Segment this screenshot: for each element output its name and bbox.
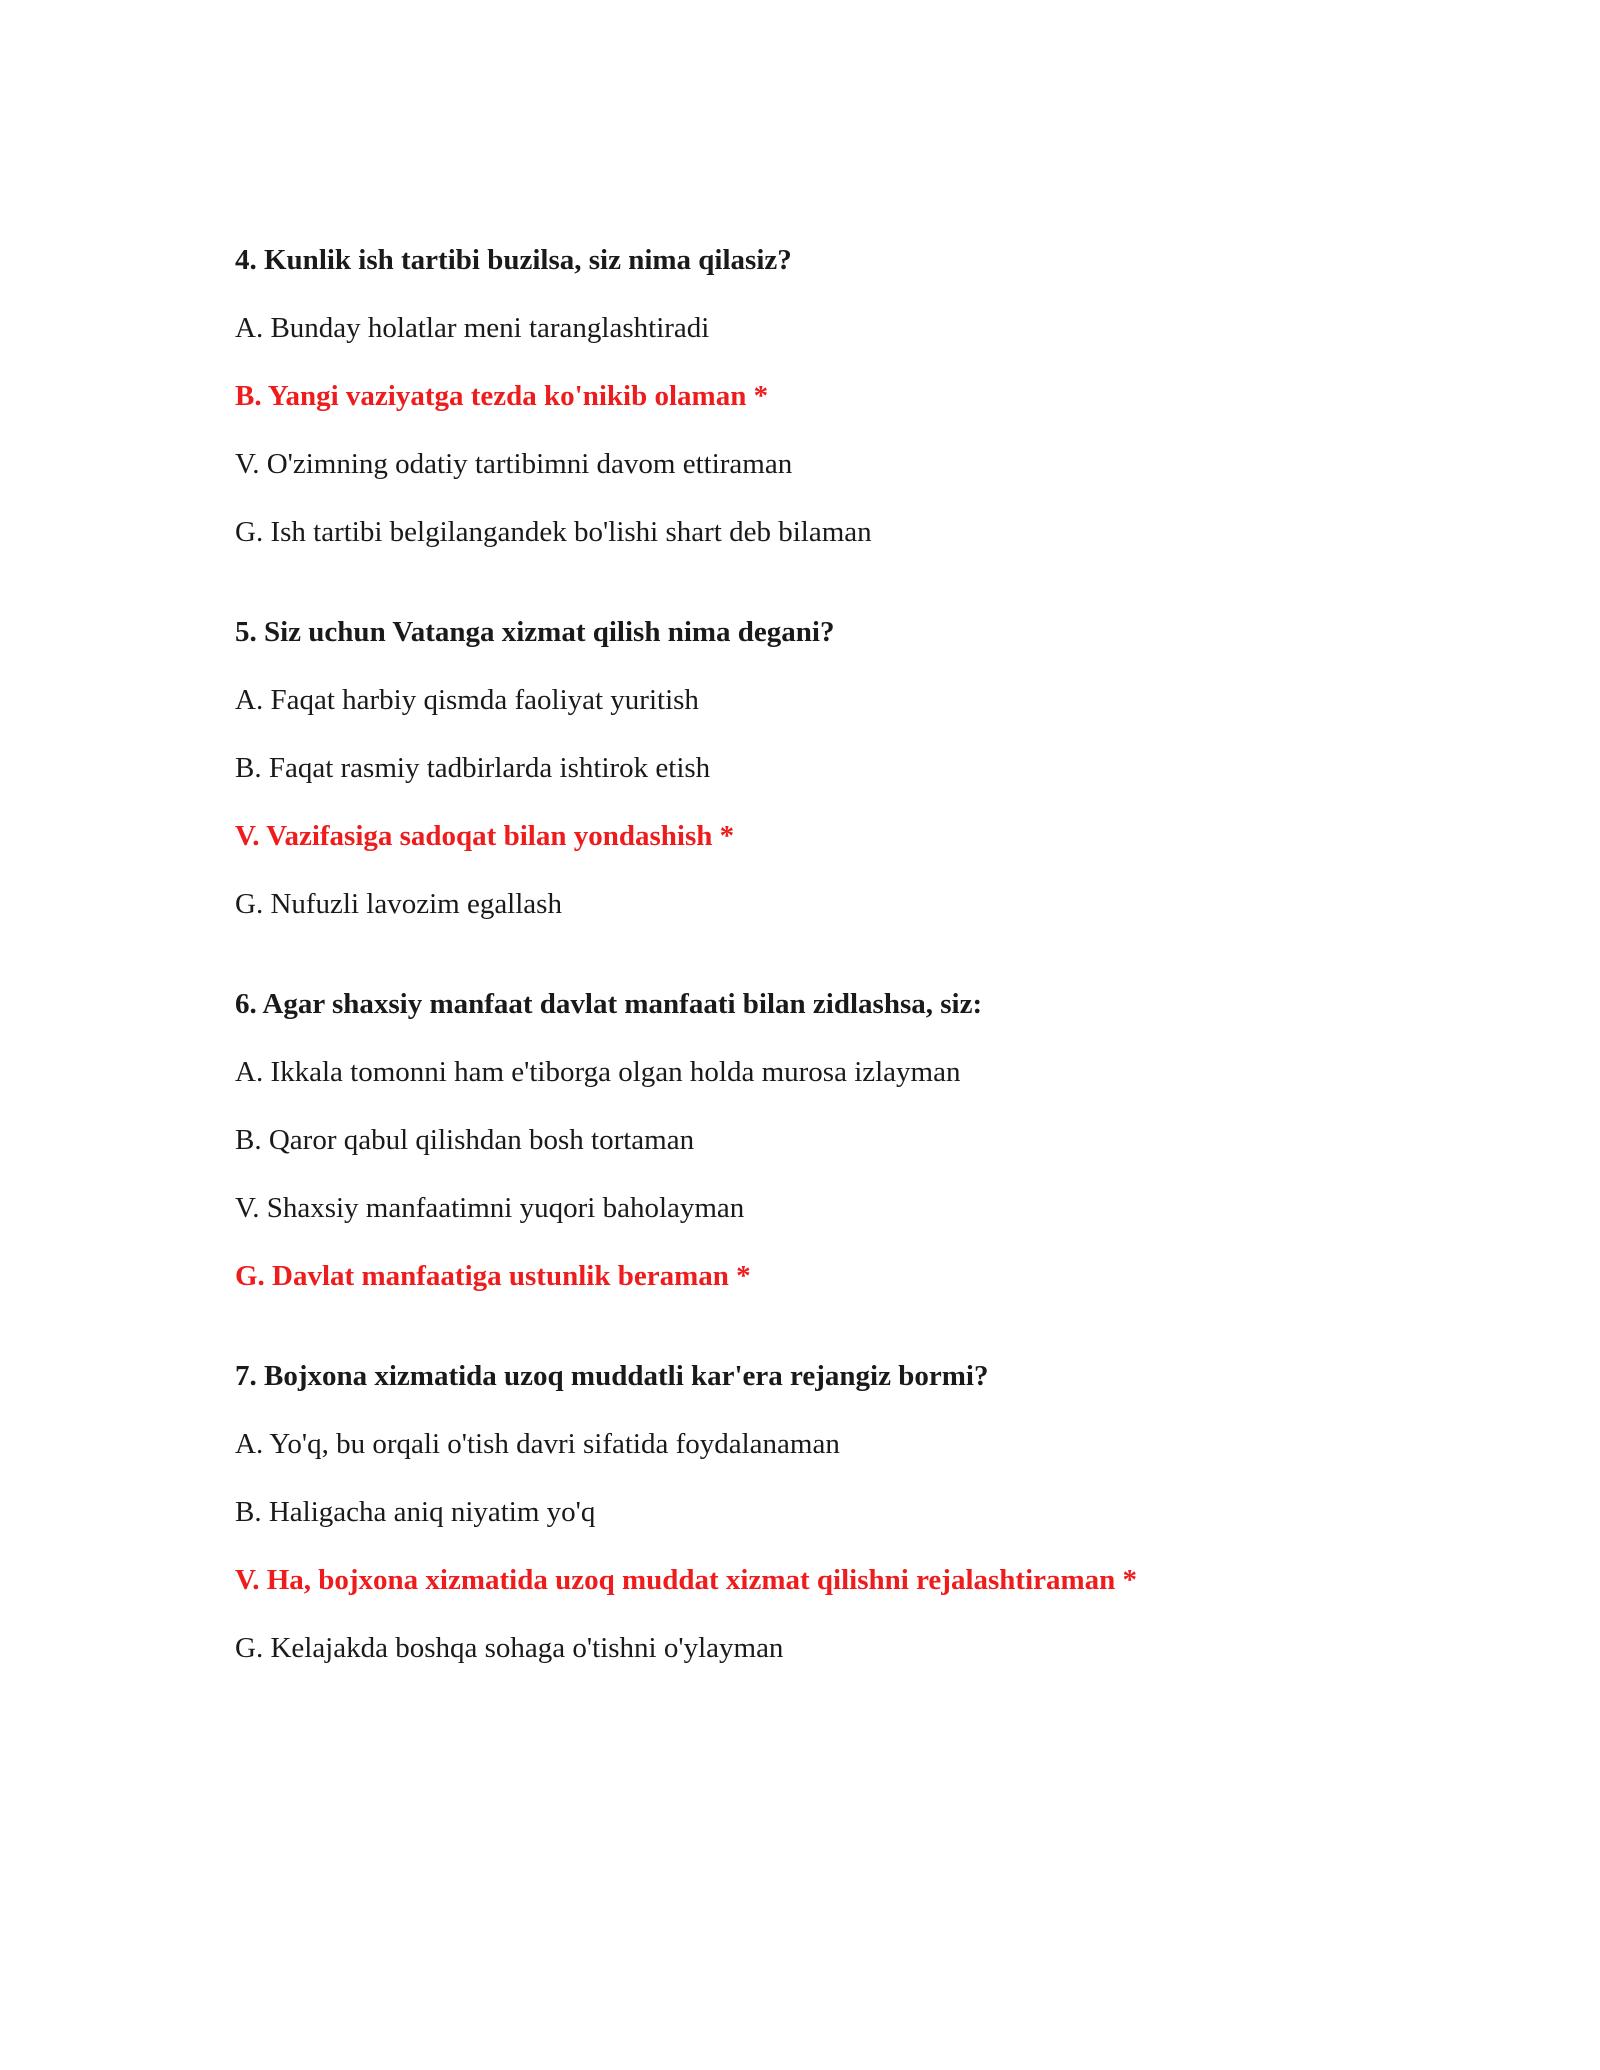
- answer-option-g-correct: G. Davlat manfaatiga ustunlik beraman *: [235, 1260, 751, 1292]
- answer-option-v: V. Shaxsiy manfaatimni yuqori baholayman: [235, 1192, 745, 1224]
- question-title: 4. Kunlik ish tartibi buzilsa, siz nima qilasiz?: [235, 244, 792, 276]
- question-title: 6. Agar shaxsiy manfaat davlat manfaati bilan zidlashsa, siz:: [235, 988, 983, 1020]
- answer-option-v-correct: V. Vazifasiga sadoqat bilan yondashish *: [235, 820, 735, 852]
- answer-option-a: A. Ikkala tomonni ham e'tiborga olgan holda murosa izlayman: [235, 1056, 961, 1088]
- answer-option-b: B. Qaror qabul qilishdan bosh tortaman: [235, 1124, 695, 1156]
- question-title: 5. Siz uchun Vatanga xizmat qilish nima degani?: [235, 616, 835, 648]
- answer-option-g: G. Ish tartibi belgilangandek bo'lishi shart deb bilaman: [235, 516, 872, 548]
- answer-option-g: G. Kelajakda boshqa sohaga o'tishni o'ylayman: [235, 1632, 784, 1664]
- document-page: [235, 243, 1395, 1665]
- answer-option-b-correct: B. Yangi vaziyatga tezda ko'nikib olaman *: [235, 380, 769, 412]
- answer-option-v-correct: V. Ha, bojxona xizmatida uzoq muddat xizmat qilishni rejalashtiraman *: [235, 1564, 1138, 1596]
- question-4: [235, 243, 1395, 549]
- answer-option-a: A. Faqat harbiy qismda faoliyat yuritish: [235, 684, 699, 716]
- question-7: [235, 1359, 1395, 1665]
- answer-option-a: A. Bunday holatlar meni taranglashtiradi: [235, 312, 710, 344]
- question-title: 7. Bojxona xizmatida uzoq muddatli kar'era rejangiz bormi?: [235, 1360, 989, 1392]
- answer-option-b: B. Haligacha aniq niyatim yo'q: [235, 1496, 596, 1528]
- answer-option-g: G. Nufuzli lavozim egallash: [235, 888, 562, 920]
- answer-option-a: A. Yo'q, bu orqali o'tish davri sifatida foydalanaman: [235, 1428, 840, 1460]
- question-6: [235, 987, 1395, 1293]
- answer-option-v: V. O'zimning odatiy tartibimni davom ettiraman: [235, 448, 793, 480]
- answer-option-b: B. Faqat rasmiy tadbirlarda ishtirok etish: [235, 752, 711, 784]
- question-5: [235, 615, 1395, 921]
